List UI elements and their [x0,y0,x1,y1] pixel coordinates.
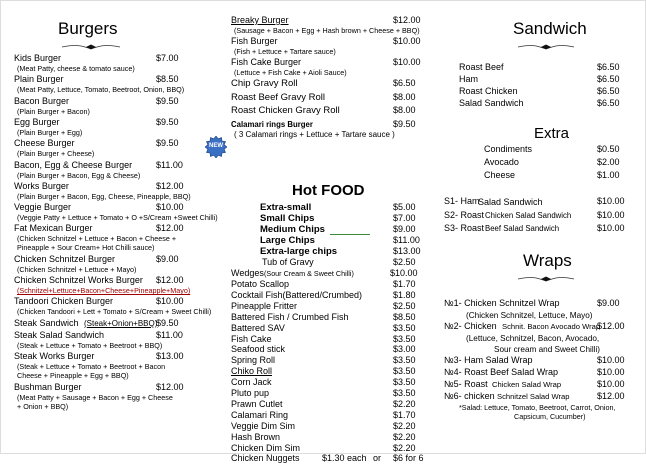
menu-item-price: $2.20 [393,398,416,409]
menu-item-price: $12.00 [156,381,184,392]
menu-item-description: + Onion + BBQ) [17,401,69,411]
menu-item-name: Egg Burger [14,116,60,127]
menu-item-price: $9.50 [156,138,179,149]
menu-item-note: (Sour Cream & Sweet Chilli) [264,269,354,278]
menu-item-name: Small Chips [260,213,315,224]
menu-item-price: $6.50 [393,78,416,88]
new-badge-label: NEW [209,143,223,149]
menu-item-price: $1.70 [393,279,416,289]
menu-item-price: $12.00 [156,275,184,285]
menu-item-name: Breaky Burger [231,15,289,25]
menu-item-name: №2- Chicken [444,321,497,331]
menu-item-price: $3.50 [393,355,416,366]
menu-item-name: Roast Beef [459,62,504,72]
menu-item-separator: or [373,453,382,464]
menu-item-name: Bacon Burger [14,95,70,106]
menu-item-name: Fish Burger [231,36,278,46]
menu-item-price: $12.00 [597,391,625,401]
menu-item-price: $6.50 [597,86,620,96]
menu-item-description: (Lettuce + Fish Cake + Aioli Sauce) [234,68,347,77]
menu-item-description: (Fish + Lettuce + Tartare sauce) [234,47,336,56]
sandwich-divider-ornament [517,44,575,50]
menu-item-name: Cheese [484,170,516,180]
menu-item-price: $9.50 [156,317,179,328]
menu-item-description: (Meat Patty + Sausage + Bacon + Egg + Cheese [17,392,173,402]
menu-item-name: Chicken Salad Sandwich [485,210,572,220]
menu-item-description: (Plain Burger + Bacon, Egg, Cheese, Pineapple, BBQ) [17,191,191,201]
menu-item-price: $6.50 [597,98,620,108]
menu-item-name: Pluto pup [231,388,270,398]
menu-item-price: $1.30 each [322,453,367,464]
menu-item-price: $9.50 [156,95,179,106]
menu-item-price: $7.00 [393,213,416,223]
menu-item-price: $2.20 [393,420,416,431]
menu-item-name: Seafood stick [231,344,286,355]
menu-item-price: $10.00 [597,223,625,233]
menu-item-prefix: S1- Ham [444,196,480,206]
menu-item-description: (Plain Burger + Bacon, Egg & Cheese) [17,170,141,180]
menu-item-name: Chicken Schnitzel Works Burger [14,275,143,285]
menu-item-price: $10.00 [156,202,184,213]
underline-divider [330,234,370,235]
menu-item-name: №1- Chicken Schnitzel Wrap [444,298,560,308]
menu-item-name: Fish Cake Burger [231,57,302,67]
menu-item-name: Chicken Nuggets [231,453,300,464]
menu-item-price: $3.50 [393,388,416,398]
menu-item-price: $12.00 [393,15,421,25]
menu-item-price: $6.50 [597,62,620,72]
menu-item-description: (Plain Burger + Cheese) [17,149,95,159]
menu-item-description: (Schnitzel+Lettuce+Bacon+Cheese+Pineapple+Mayo) [17,286,191,295]
menu-item-price: $12.00 [597,321,625,331]
menu-item-name: Avocado [484,157,519,167]
menu-item-name: Salad Sandwich [459,98,524,108]
menu-item-price: $3.50 [393,333,416,344]
menu-item-description: (Meat Patty, cheese & tomato sauce) [17,64,135,73]
menu-item-name: №5- Roast [444,379,488,389]
menu-item-name: Roast Chicken Gravy Roll [231,105,340,116]
menu-item-price: $9.00 [156,253,179,264]
menu-item-name: Extra-small [260,202,312,213]
menu-item-price: $10.00 [597,367,625,377]
menu-item-name: Spring Roll [231,355,276,366]
extra-title: Extra [534,125,570,142]
menu-item-name: Chicken Schnitzel Burger [14,253,116,264]
menu-item-name: Cocktail Fish(Battered/Crumbed) [231,289,363,300]
menu-item-name: Calamari rings Burger [231,119,313,129]
menu-item-price: $11.00 [156,159,183,170]
menu-item-name: Bushman Burger [14,381,82,392]
menu-item-prefix: S2- Roast [444,209,485,220]
menu-item-name: Large Chips [260,235,315,246]
menu-item-price: $13.00 [156,351,184,362]
menu-item-price: $6 for 6 [393,453,424,464]
menu-item-price: $7.00 [156,53,179,63]
menu-item-name: Pineapple Fritter [231,300,298,311]
menu-item-price: $2.00 [597,157,620,167]
menu-item-price: $5.00 [393,202,416,212]
menu-item-price: $3.50 [393,322,416,333]
menu-item-name: Calamari Ring [231,409,289,420]
menu-item-description: (Chicken Schnitzel + Lettuce + Mayo) [17,264,137,274]
menu-item-name: Tub of Gravy [262,257,314,267]
menu-item-name: Potato Scallop [231,279,290,289]
menu-item-name: Roast Chicken [459,86,518,96]
menu-item-name: Chip Gravy Roll [231,78,298,89]
menu-item-description: (Chicken Schnitzel, Lettuce, Mayo) [466,311,593,320]
menu-item-price: $11.00 [156,329,183,340]
menu-item-name: Medium Chips [260,224,325,235]
menu-item-name: Condiments [484,144,533,154]
menu-item-name: Chicken Salad Wrap [492,380,562,389]
menu-item-price: $9.50 [156,116,179,127]
menu-item-description: (Plain Burger + Egg) [17,127,83,137]
menu-item-name: Plain Burger [14,74,64,85]
menu-item-price: $12.00 [156,180,184,191]
menu-item-price: $10.00 [597,379,625,389]
menu-item-prefix: S3- Roast [444,223,485,233]
menu-item-name: Schnitzel Salad Wrap [497,392,570,401]
sandwich-title: Sandwich [513,19,587,38]
menu-item-description: Sour cream and Sweet Chilli) [494,345,601,354]
menu-item-price: $9.50 [393,118,416,129]
menu-item-name: №3- Ham Salad Wrap [444,355,533,365]
menu-item-name: Kids Burger [14,53,62,63]
menu-item-name: Prawn Cutlet [231,398,283,409]
burgers-divider-ornament [61,44,121,50]
menu-item-description: (Meat Patty, Lettuce, Tomato, Beetroot, Onion, BBQ) [17,85,185,95]
menu-item-name: Steak Sandwich [14,317,79,328]
menu-item-price: $2.50 [393,257,416,267]
menu-item-price: $2.20 [393,431,416,442]
menu-item-price: $10.00 [156,296,184,307]
menu-item-price: $8.50 [393,311,416,322]
menu-item-name: №6- chicken [444,391,495,401]
menu-item-name: Fat Mexican Burger [14,223,93,234]
wraps-salad-note: *Salad: Lettuce, Tomato, Beetroot, Carrot, Onion, [459,403,616,412]
menu-item-description: ( 3 Calamari rings + Lettuce + Tartare sauce ) [234,129,395,139]
menu-item-price: $3.50 [393,377,416,388]
menu-item-name: Extra-large chips [260,246,338,257]
menu-item-description: (Chicken Schnitzel + Lettuce + Bacon + Cheese + [17,234,177,244]
menu-item-price: $13.00 [393,246,421,256]
menu-item-price: $10.00 [390,268,418,278]
menu-item-price: $3.50 [393,366,416,377]
menu-item-name: Roast Beef Gravy Roll [231,91,325,103]
menu-item-name: Corn Jack [231,377,272,388]
menu-item-name: Works Burger [14,180,69,191]
menu-item-name: Wedges [231,268,264,278]
hot-food-title: Hot FOOD [292,182,365,199]
menu-item-price: $1.00 [597,170,620,180]
menu-item-description: Pineapple + Sour Cream+ Hot Chilli sauce) [17,243,155,253]
menu-item-price: $10.00 [393,57,421,67]
menu-item-price: $9.00 [393,224,416,234]
menu-item-price: $10.00 [597,355,625,365]
menu-item-price: $8.50 [156,74,179,85]
menu-item-description: Cheese + Pineapple + Egg + BBQ) [17,371,129,381]
menu-item-name: Battered SAV [231,322,285,333]
menu-item-price: $10.00 [597,196,625,206]
menu-item-price: $10.00 [393,36,421,46]
menu-item-price: $8.00 [393,105,416,115]
menu-item-price: $8.00 [393,91,416,102]
menu-item-name: Bacon, Egg & Cheese Burger [14,159,133,170]
menu-item-price: $10.00 [597,209,625,220]
menu-item-name: Chiko Roll [231,366,273,377]
menu-item-name: Schnit. Bacon Avocado Wrap [502,322,601,331]
menu-item-name: Cheese Burger [14,138,75,149]
menu-item-name: №4- Roast Beef Salad Wrap [444,367,559,377]
menu-item-name: Veggie Dim Sim [231,420,296,431]
menu-item-description: (Lettuce, Schnitzel, Bacon, Avocado, [466,334,600,343]
wraps-divider-ornament [517,276,575,282]
menu-item-price: $9.00 [597,298,620,308]
menu-item-name: Ham [459,74,479,84]
menu-item-description: (Sausage + Bacon + Egg + Hash brown + Cheese + BBQ) [234,26,420,35]
menu-item-ingredients: (Steak+Onion+BBQ) [84,318,158,328]
menu-item-price: $6.50 [597,74,620,84]
menu-item-price: $0.50 [597,144,620,154]
menu-item-description: (Chicken Tandoori + Lett + Tomato + S/Cream + Sweet Chilli) [17,307,212,317]
wraps-title: Wraps [523,251,572,270]
menu-item-name: Salad Sandwich [478,197,543,207]
wraps-salad-note: Capsicum, Cucumber) [514,412,586,421]
menu-item-description: (Steak + Lettuce + Tomato + Beetroot + Bacon [17,362,166,372]
menu-item-name: Steak Salad Sandwich [14,329,105,340]
menu-item-price: $3.00 [393,344,416,355]
menu-item-name: Steak Works Burger [14,351,95,362]
menu-item-name: Hash Brown [231,431,281,442]
menu-item-price: $1.80 [393,289,416,300]
menu-item-description: (Steak + Lettuce + Tomato + Beetroot + BBQ) [17,340,163,350]
burgers-title: Burgers [58,19,118,38]
menu-item-name: Chicken Dim Sim [231,442,301,453]
menu-item-price: $11.00 [393,235,420,245]
menu-item-price: $12.00 [156,223,184,234]
menu-item-name: Fish Cake [231,333,272,344]
menu-item-name: Veggie Burger [14,202,72,213]
menu-item-name: Tandoori Chicken Burger [14,296,114,307]
menu-item-price: $1.70 [393,409,416,420]
menu-item-name: Beef Salad Sandwich [485,224,560,233]
menu-item-name: Battered Fish / Crumbed Fish [231,311,349,322]
menu-item-price: $2.50 [393,300,416,311]
menu-item-description: (Veggie Patty + Lettuce + Tomato + O +S/Cream +Sweet Chilli) [17,213,218,223]
menu-item-description: (Plain Burger + Bacon) [17,106,90,116]
menu-item-price: $2.20 [393,442,416,453]
